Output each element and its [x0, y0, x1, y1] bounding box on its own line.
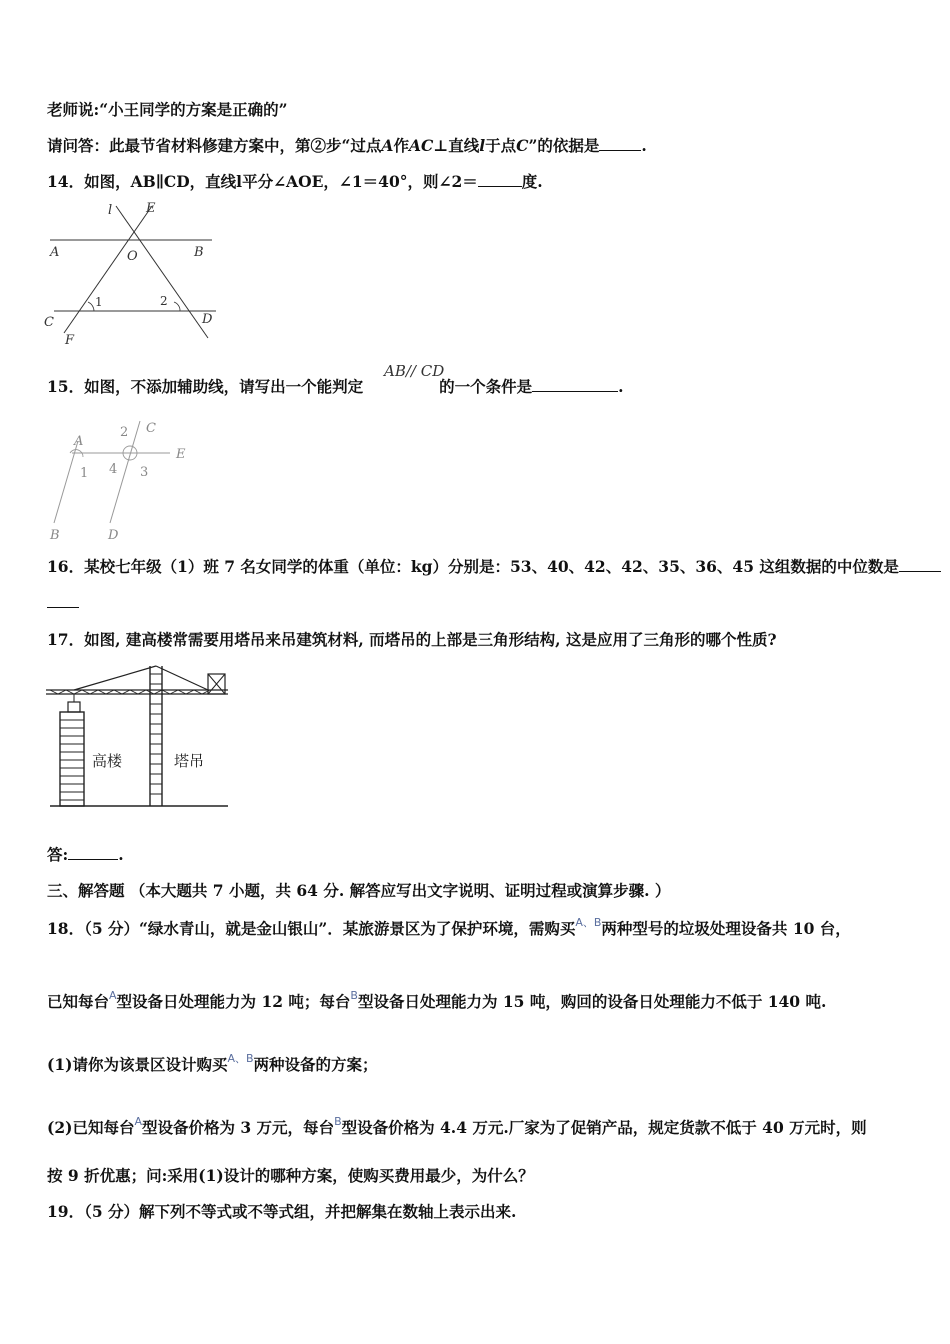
building-floors	[60, 720, 84, 800]
answer-blank[interactable]	[47, 593, 79, 608]
label-3: 3	[140, 465, 149, 480]
label-c: C	[146, 421, 156, 436]
q17-answer-line: 答: .	[47, 845, 124, 864]
q13-question-line: 请问答：此最节省材料修建方案中，第②步“过点A作AC⊥直线l于点C”的依据是 .	[47, 136, 647, 155]
q18-line-2: 已知每台$^A$型设备日处理能力为 12 吨；每台$^B$型设备日处理能力为 15 吨，购回的设备日处理能力不低于 140 吨.	[47, 989, 827, 1011]
line-ab	[54, 441, 78, 523]
label-o: O	[127, 249, 138, 264]
q18-part-1: (1)请你为该景区设计购买$^{A、B}$两种设备的方案；	[47, 1052, 378, 1074]
q16-blank-continued	[47, 593, 79, 613]
q17-figure	[44, 660, 234, 810]
section-3-heading: 三、解答题 （本大题共 7 小题，共 64 分. 解答应写出文字说明、证明过程或演算步骤. ）	[47, 881, 671, 900]
q18-part-2-continued: 按 9 折优惠；问:采用(1)设计的哪种方案，使购买费用最少，为什么？	[47, 1166, 534, 1185]
load	[68, 702, 80, 712]
q16-question: 16．某校七年级（1）班 7 名女同学的体重（单位：kg）分别是：53、40、42、42、35、36、45 这组数据的中位数是	[47, 557, 941, 577]
label-d: D	[202, 312, 213, 327]
q14-question: 14．如图，AB∥CD，直线l平分∠AOE，∠1＝40°，则∠2＝ 度.	[47, 172, 543, 191]
label-2: 2	[120, 425, 129, 440]
label-2: 2	[160, 294, 168, 308]
label-e: E	[146, 201, 156, 216]
label-f: F	[65, 333, 75, 348]
label-building: 高楼	[92, 752, 123, 770]
line-l	[116, 206, 208, 338]
answer-blank[interactable]	[478, 172, 522, 187]
q18-line-1: 18．（5 分）“绿水青山，就是金山银山”．某旅游景区为了保护环境，需购买$^{A、B}$两种型号的垃圾处理设备共 10 台，	[47, 916, 851, 938]
answer-blank[interactable]	[532, 377, 618, 392]
mast-rungs	[150, 674, 162, 794]
teacher-statement: 老师说:“小王同学的方案是正确的”	[47, 100, 288, 119]
label-a: A	[50, 245, 60, 260]
q18-part-2: (2)已知每台$^A$型设备价格为 3 万元，每台$^B$型设备价格为 4.4 万元.厂家为了促销产品，规定货款不低于 40 万元时，则	[47, 1115, 867, 1137]
q17-question: 17．如图, 建高楼常需要用塔吊来吊建筑材料, 而塔吊的上部是三角形结构, 这是应用了三角形的哪个性质?	[47, 630, 777, 649]
tie-rod-left	[74, 666, 156, 690]
label-a: A	[74, 434, 84, 449]
label-crane: 塔吊	[174, 752, 205, 770]
label-1: 1	[80, 466, 89, 481]
q14-figure	[40, 198, 230, 348]
label-b: B	[50, 528, 60, 543]
label-d: D	[108, 528, 119, 543]
q19-question: 19．（5 分）解下列不等式或不等式组，并把解集在数轴上表示出来.	[47, 1202, 517, 1221]
line-ef	[64, 206, 152, 333]
angle-2-arc	[174, 302, 180, 311]
tie-rod-right	[156, 666, 208, 690]
answer-blank[interactable]	[599, 136, 641, 151]
label-l: l	[108, 203, 113, 218]
answer-blank[interactable]	[68, 845, 118, 860]
parallel-condition: AB// CD	[384, 362, 445, 380]
label-e: E	[176, 447, 186, 462]
q15-question: 15．如图，不添加辅助线，请写出一个能判定 的一个条件是 .	[47, 377, 624, 396]
angle-1-arc	[88, 302, 94, 311]
label-b: B	[194, 245, 204, 260]
label-1: 1	[95, 295, 103, 309]
label-c: C	[44, 315, 54, 330]
q15-figure	[42, 415, 202, 545]
label-4: 4	[109, 462, 118, 477]
answer-blank[interactable]	[899, 557, 941, 572]
